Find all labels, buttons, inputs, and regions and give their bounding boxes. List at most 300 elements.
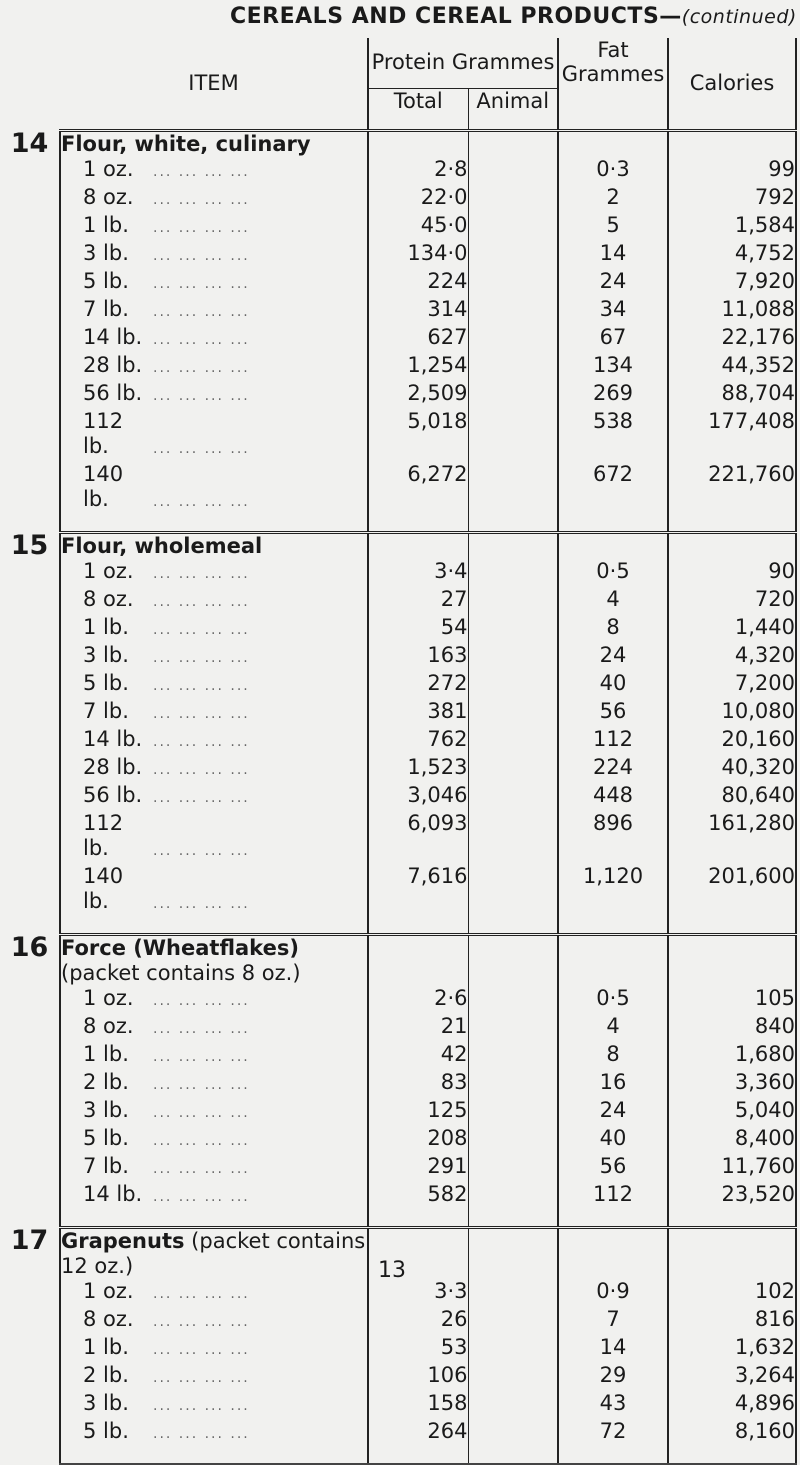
- amount-text: 8 oz.: [83, 1307, 134, 1331]
- table-row: [0, 213, 796, 241]
- table-row: [0, 1126, 796, 1154]
- divider-cell: [558, 917, 668, 935]
- protein-animal-cell: [468, 1335, 558, 1363]
- protein-animal-cell: [468, 381, 558, 409]
- section-number: 14: [10, 127, 49, 159]
- protein-total-cell: 264: [368, 1419, 468, 1447]
- calories-cell: 7,200: [668, 671, 796, 699]
- blank-cell: [558, 935, 668, 987]
- amount-text: 112 lb.: [83, 409, 124, 458]
- protein-total-cell: 2,509: [368, 381, 468, 409]
- protein-animal-cell: [468, 1070, 558, 1098]
- amount-cell: [60, 213, 368, 241]
- amount-cell: [60, 157, 368, 185]
- amount-text: 56 lb.: [83, 783, 143, 807]
- amount-text: 14 lb.: [83, 1182, 143, 1206]
- leader-dots: ... ... ... ...: [153, 276, 250, 292]
- protein-animal-cell: [468, 699, 558, 727]
- fat-cell: 2: [558, 185, 668, 213]
- calories-cell: 90: [668, 559, 796, 587]
- table-row: [0, 297, 796, 325]
- divider-cell: [668, 1210, 796, 1228]
- blank-cell: [558, 533, 668, 560]
- divider-cell: [60, 1447, 368, 1464]
- section-title: [60, 131, 368, 158]
- protein-animal-cell: [468, 1279, 558, 1307]
- amount-cell: [60, 297, 368, 325]
- protein-total-cell: 163: [368, 643, 468, 671]
- amount-text: 1 oz.: [83, 1279, 134, 1303]
- fat-cell: 112: [558, 1182, 668, 1210]
- amount-cell: [60, 409, 368, 462]
- table-row: [0, 559, 796, 587]
- amount-cell: [60, 671, 368, 699]
- table-row: [0, 699, 796, 727]
- fat-cell: 0·5: [558, 559, 668, 587]
- nutrition-table: [0, 38, 797, 1465]
- calories-cell: 4,320: [668, 643, 796, 671]
- leader-dots: ... ... ... ...: [153, 1398, 250, 1414]
- blank-cell: [668, 1228, 796, 1280]
- amount-text: 8 oz.: [83, 1014, 134, 1038]
- amount-cell: [60, 1098, 368, 1126]
- leader-dots: ... ... ... ...: [153, 1133, 250, 1149]
- protein-animal-cell: [468, 1042, 558, 1070]
- amount-text: 28 lb.: [83, 353, 143, 377]
- protein-total-cell: 7,616: [368, 864, 468, 917]
- leader-dots: ... ... ... ...: [153, 494, 250, 510]
- calories-cell: 44,352: [668, 353, 796, 381]
- protein-animal-cell: [468, 409, 558, 462]
- fat-cell: 14: [558, 241, 668, 269]
- amount-text: 140 lb.: [83, 462, 124, 511]
- protein-animal-cell: [468, 1307, 558, 1335]
- section-title: [60, 935, 368, 987]
- amount-text: 3 lb.: [83, 643, 129, 667]
- blank-cell: [668, 935, 796, 987]
- protein-animal-cell: [468, 783, 558, 811]
- protein-animal-cell: [468, 1098, 558, 1126]
- table-row: [0, 1042, 796, 1070]
- protein-animal-cell: [468, 1363, 558, 1391]
- calories-cell: 11,760: [668, 1154, 796, 1182]
- calories-cell: 720: [668, 587, 796, 615]
- amount-text: 14 lb.: [83, 325, 143, 349]
- amount-text: 5 lb.: [83, 269, 129, 293]
- amount-cell: [60, 587, 368, 615]
- fat-cell: 448: [558, 783, 668, 811]
- leader-dots: ... ... ... ...: [153, 1426, 250, 1442]
- amount-cell: [60, 811, 368, 864]
- protein-total-cell: 53: [368, 1335, 468, 1363]
- protein-total-cell: 26: [368, 1307, 468, 1335]
- calories-cell: 1,584: [668, 213, 796, 241]
- protein-animal-cell: [468, 587, 558, 615]
- fat-cell: 0·9: [558, 1279, 668, 1307]
- fat-cell: 24: [558, 643, 668, 671]
- divider-cell: [468, 917, 558, 935]
- leader-dots: ... ... ... ...: [153, 896, 250, 912]
- fat-cell: 29: [558, 1363, 668, 1391]
- amount-text: 28 lb.: [83, 755, 143, 779]
- amount-text: 7 lb.: [83, 699, 129, 723]
- header-calories: Calories: [668, 38, 796, 131]
- calories-cell: 1,680: [668, 1042, 796, 1070]
- amount-text: 2 lb.: [83, 1070, 129, 1094]
- leader-dots: ... ... ... ...: [153, 622, 250, 638]
- section-title-text: Flour, wholemeal: [61, 534, 263, 558]
- section-divider: [0, 1447, 796, 1464]
- protein-total-cell: 6,272: [368, 462, 468, 515]
- header-item: ITEM: [60, 38, 368, 131]
- protein-animal-cell: [468, 297, 558, 325]
- protein-total-cell: 1,254: [368, 353, 468, 381]
- amount-text: 5 lb.: [83, 1419, 129, 1443]
- amount-cell: [60, 864, 368, 917]
- divider-cell: [668, 1447, 796, 1464]
- calories-cell: 3,264: [668, 1363, 796, 1391]
- amount-text: 2 lb.: [83, 1363, 129, 1387]
- fat-cell: 4: [558, 587, 668, 615]
- divider-cell: [468, 1210, 558, 1228]
- protein-total-cell: 314: [368, 297, 468, 325]
- calories-cell: 10,080: [668, 699, 796, 727]
- leader-dots: ... ... ... ...: [153, 360, 250, 376]
- amount-text: 1 lb.: [83, 1335, 129, 1359]
- leader-dots: ... ... ... ...: [153, 304, 250, 320]
- fat-cell: 672: [558, 462, 668, 515]
- calories-cell: 7,920: [668, 269, 796, 297]
- protein-animal-cell: [468, 1182, 558, 1210]
- blank-cell: [368, 131, 468, 158]
- divider-cell: [668, 515, 796, 533]
- fat-cell: 134: [558, 353, 668, 381]
- fat-cell: 14: [558, 1335, 668, 1363]
- section-title: [60, 1228, 368, 1280]
- section-title-note: (packet contains 12 oz.): [61, 1229, 366, 1278]
- section-divider: [0, 1210, 796, 1228]
- table-row: [0, 864, 796, 917]
- header-total: Total: [368, 89, 468, 131]
- protein-total-cell: 22·0: [368, 185, 468, 213]
- title-text: CEREALS AND CEREAL PRODUCTS—: [230, 4, 682, 29]
- calories-cell: 20,160: [668, 727, 796, 755]
- divider-cell: [368, 1210, 468, 1228]
- table-row: [0, 269, 796, 297]
- protein-total-cell: 158: [368, 1391, 468, 1419]
- protein-animal-cell: [468, 986, 558, 1014]
- leader-dots: ... ... ... ...: [153, 441, 250, 457]
- fat-cell: 896: [558, 811, 668, 864]
- protein-total-cell: 106: [368, 1363, 468, 1391]
- protein-total-cell: 1,523: [368, 755, 468, 783]
- protein-total-cell: 3·3: [368, 1279, 468, 1307]
- blank-cell: [468, 533, 558, 560]
- blank-cell: [468, 131, 558, 158]
- leader-dots: ... ... ... ...: [153, 594, 250, 610]
- calories-cell: 102: [668, 1279, 796, 1307]
- calories-cell: 1,632: [668, 1335, 796, 1363]
- table-row: [0, 783, 796, 811]
- blank-cell: [368, 935, 468, 987]
- amount-cell: [60, 325, 368, 353]
- leader-dots: ... ... ... ...: [153, 1049, 250, 1065]
- calories-cell: 8,160: [668, 1419, 796, 1447]
- protein-total-cell: 5,018: [368, 409, 468, 462]
- amount-text: 1 lb.: [83, 213, 129, 237]
- table-row: [0, 1363, 796, 1391]
- amount-text: 3 lb.: [83, 241, 129, 265]
- divider-cell: [668, 917, 796, 935]
- divider-cell: [468, 1447, 558, 1464]
- amount-cell: [60, 462, 368, 515]
- section-divider: [0, 917, 796, 935]
- fat-cell: 538: [558, 409, 668, 462]
- table-row: [0, 353, 796, 381]
- divider-cell: [368, 1447, 468, 1464]
- section-number: 17: [10, 1224, 49, 1256]
- amount-text: 5 lb.: [83, 671, 129, 695]
- amount-cell: [60, 1126, 368, 1154]
- table-row: [0, 241, 796, 269]
- fat-cell: 7: [558, 1307, 668, 1335]
- fat-cell: 0·5: [558, 986, 668, 1014]
- protein-total-cell: 291: [368, 1154, 468, 1182]
- table-row: [0, 755, 796, 783]
- calories-cell: 4,752: [668, 241, 796, 269]
- amount-cell: [60, 1335, 368, 1363]
- table-row: [0, 1419, 796, 1447]
- calories-cell: 80,640: [668, 783, 796, 811]
- fat-cell: 0·3: [558, 157, 668, 185]
- table-row: [0, 986, 796, 1014]
- fat-cell: 16: [558, 1070, 668, 1098]
- calories-cell: 3,360: [668, 1070, 796, 1098]
- protein-animal-cell: [468, 325, 558, 353]
- fat-cell: 24: [558, 1098, 668, 1126]
- calories-cell: 23,520: [668, 1182, 796, 1210]
- leader-dots: ... ... ... ...: [153, 1021, 250, 1037]
- protein-animal-cell: [468, 1419, 558, 1447]
- amount-cell: [60, 1391, 368, 1419]
- amount-text: 8 oz.: [83, 587, 134, 611]
- protein-animal-cell: [468, 811, 558, 864]
- amount-text: 5 lb.: [83, 1126, 129, 1150]
- protein-total-cell: 2·8: [368, 157, 468, 185]
- amount-cell: [60, 1154, 368, 1182]
- protein-animal-cell: [468, 1391, 558, 1419]
- calories-cell: 840: [668, 1014, 796, 1042]
- protein-animal-cell: [468, 559, 558, 587]
- protein-animal-cell: [468, 1126, 558, 1154]
- table-row: [0, 1154, 796, 1182]
- table-row: [0, 1307, 796, 1335]
- table-row: [0, 381, 796, 409]
- amount-text: 14 lb.: [83, 727, 143, 751]
- protein-total-cell: 45·0: [368, 213, 468, 241]
- fat-cell: 34: [558, 297, 668, 325]
- header-protein: Protein Grammes: [368, 38, 558, 89]
- table-row: [0, 1070, 796, 1098]
- table-row: [0, 1335, 796, 1363]
- fat-cell: 269: [558, 381, 668, 409]
- leader-dots: ... ... ... ...: [153, 762, 250, 778]
- protein-total-cell: 582: [368, 1182, 468, 1210]
- header-animal: Animal: [468, 89, 558, 131]
- section-title: [60, 533, 368, 560]
- protein-animal-cell: [468, 864, 558, 917]
- table-row: [0, 727, 796, 755]
- section-title-note: (packet contains 8 oz.): [61, 961, 301, 985]
- leader-dots: ... ... ... ...: [153, 993, 250, 1009]
- protein-animal-cell: [468, 671, 558, 699]
- table-row: [0, 1014, 796, 1042]
- section-header: [0, 131, 796, 158]
- amount-cell: [60, 241, 368, 269]
- amount-text: 3 lb.: [83, 1391, 129, 1415]
- leader-dots: ... ... ... ...: [153, 843, 250, 859]
- protein-total-cell: 627: [368, 325, 468, 353]
- amount-cell: [60, 559, 368, 587]
- amount-text: 1 oz.: [83, 559, 134, 583]
- amount-cell: [60, 1363, 368, 1391]
- leader-dots: ... ... ... ...: [153, 248, 250, 264]
- amount-text: 8 oz.: [83, 185, 134, 209]
- section-header: [0, 533, 796, 560]
- calories-cell: 8,400: [668, 1126, 796, 1154]
- protein-total-cell: 27: [368, 587, 468, 615]
- calories-cell: 88,704: [668, 381, 796, 409]
- amount-text: 7 lb.: [83, 1154, 129, 1178]
- leader-dots: ... ... ... ...: [153, 1314, 250, 1330]
- amount-cell: [60, 1070, 368, 1098]
- calories-cell: 792: [668, 185, 796, 213]
- calories-cell: 201,600: [668, 864, 796, 917]
- section-title-text: Grapenuts: [61, 1229, 185, 1253]
- blank-cell: [558, 1228, 668, 1280]
- blank-cell: [368, 533, 468, 560]
- leader-dots: ... ... ... ...: [153, 734, 250, 750]
- fat-cell: 56: [558, 699, 668, 727]
- protein-total-cell: 762: [368, 727, 468, 755]
- amount-cell: [60, 185, 368, 213]
- amount-cell: [60, 699, 368, 727]
- fat-cell: 67: [558, 325, 668, 353]
- divider-cell: [60, 515, 368, 533]
- protein-total-cell: 3,046: [368, 783, 468, 811]
- protein-animal-cell: [468, 462, 558, 515]
- leader-dots: ... ... ... ...: [153, 1161, 250, 1177]
- divider-cell: [468, 515, 558, 533]
- amount-text: 7 lb.: [83, 297, 129, 321]
- header-fat: [558, 38, 668, 131]
- amount-cell: [60, 1307, 368, 1335]
- calories-cell: 816: [668, 1307, 796, 1335]
- calories-cell: 177,408: [668, 409, 796, 462]
- table-row: [0, 409, 796, 462]
- fat-cell: 40: [558, 1126, 668, 1154]
- leader-dots: ... ... ... ...: [153, 678, 250, 694]
- amount-cell: [60, 1042, 368, 1070]
- amount-text: 3 lb.: [83, 1098, 129, 1122]
- protein-total-cell: 83: [368, 1070, 468, 1098]
- leader-dots: ... ... ... ...: [153, 790, 250, 806]
- protein-total-cell: 125: [368, 1098, 468, 1126]
- protein-total-cell: 381: [368, 699, 468, 727]
- calories-cell: 161,280: [668, 811, 796, 864]
- table-row: [0, 671, 796, 699]
- amount-text: 1 lb.: [83, 615, 129, 639]
- page-title: [230, 4, 800, 29]
- table-row: [0, 1182, 796, 1210]
- amount-text: 140 lb.: [83, 864, 124, 913]
- table-row: [0, 643, 796, 671]
- leader-dots: ... ... ... ...: [153, 192, 250, 208]
- protein-animal-cell: [468, 755, 558, 783]
- amount-text: 56 lb.: [83, 381, 143, 405]
- amount-cell: [60, 615, 368, 643]
- fat-cell: 5: [558, 213, 668, 241]
- protein-animal-cell: [468, 157, 558, 185]
- fat-cell: 224: [558, 755, 668, 783]
- calories-cell: 22,176: [668, 325, 796, 353]
- table-row: [0, 615, 796, 643]
- blank-cell: [668, 533, 796, 560]
- protein-total-cell: 3·4: [368, 559, 468, 587]
- protein-animal-cell: [468, 353, 558, 381]
- calories-cell: 40,320: [668, 755, 796, 783]
- protein-total-cell: 224: [368, 269, 468, 297]
- table-row: [0, 325, 796, 353]
- table-row: [0, 1098, 796, 1126]
- header-fat-line2: Grammes: [561, 62, 665, 86]
- fat-cell: 56: [558, 1154, 668, 1182]
- leader-dots: ... ... ... ...: [153, 332, 250, 348]
- leader-dots: ... ... ... ...: [153, 1286, 250, 1302]
- protein-total-cell: 42: [368, 1042, 468, 1070]
- blank-cell: [668, 131, 796, 158]
- amount-cell: [60, 1279, 368, 1307]
- table-row: [0, 587, 796, 615]
- leader-dots: ... ... ... ...: [153, 388, 250, 404]
- fat-cell: 24: [558, 269, 668, 297]
- leader-dots: ... ... ... ...: [153, 164, 250, 180]
- protein-animal-cell: [468, 727, 558, 755]
- calories-cell: 99: [668, 157, 796, 185]
- amount-cell: [60, 643, 368, 671]
- title-continued: (continued): [681, 6, 797, 28]
- amount-cell: [60, 353, 368, 381]
- table-row: [0, 157, 796, 185]
- page-number: 13: [378, 1258, 406, 1283]
- divider-cell: [368, 917, 468, 935]
- calories-cell: 105: [668, 986, 796, 1014]
- section-title-text: Flour, white, culinary: [61, 132, 311, 156]
- amount-cell: [60, 755, 368, 783]
- calories-cell: 11,088: [668, 297, 796, 325]
- divider-cell: [368, 515, 468, 533]
- fat-cell: 8: [558, 1042, 668, 1070]
- header-fat-line1: Fat: [597, 38, 629, 62]
- amount-cell: [60, 1182, 368, 1210]
- leader-dots: ... ... ... ...: [153, 650, 250, 666]
- fat-cell: 8: [558, 615, 668, 643]
- section-header: [0, 935, 796, 987]
- leader-dots: ... ... ... ...: [153, 566, 250, 582]
- protein-total-cell: 21: [368, 1014, 468, 1042]
- fat-cell: 1,120: [558, 864, 668, 917]
- amount-cell: [60, 1014, 368, 1042]
